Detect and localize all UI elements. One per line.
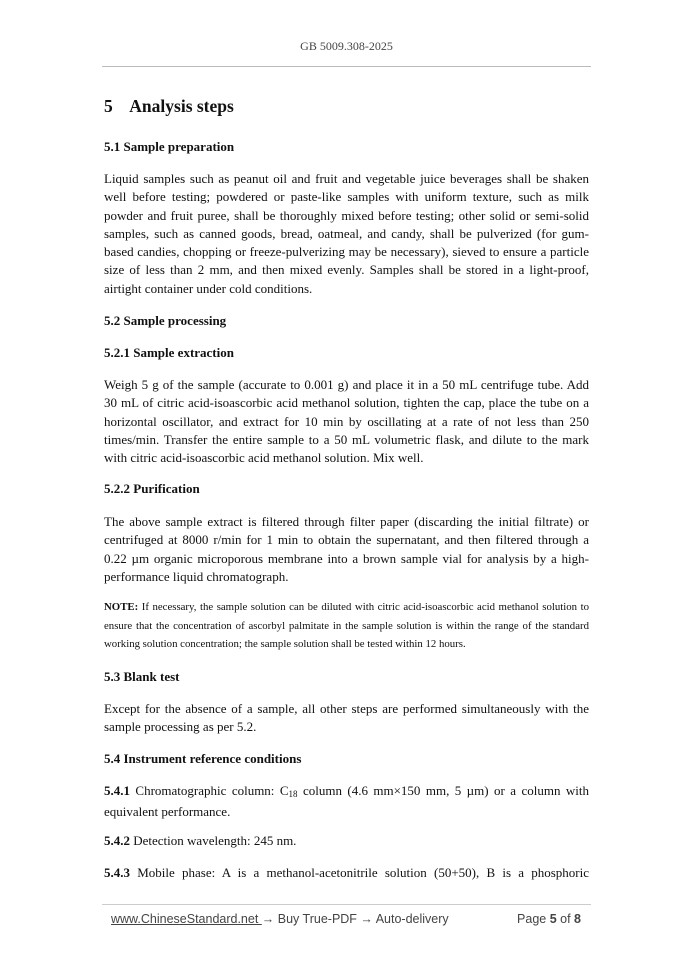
section-title: 5 Analysis steps [104, 96, 234, 116]
heading-5-1: 5.1 Sample preparation [104, 139, 235, 154]
footer-tagline: → Buy True-PDF → Auto-delivery [261, 912, 449, 926]
heading-5-2-1: 5.2.1 Sample extraction [104, 345, 234, 360]
total-pages: 8 [574, 912, 581, 926]
paragraph-5-4-1 [104, 782, 589, 822]
header-rule [102, 66, 591, 67]
footer [111, 912, 581, 926]
heading-5-3: 5.3 Blank test [104, 669, 180, 684]
clause-text: Mobile phase: A is a methanol-acetonitrile solution (50+50), B is a phosphoric [130, 865, 589, 880]
website-link[interactable]: www.ChineseStandard.net [111, 912, 262, 926]
paragraph-5-3: Except for the absence of a sample, all other steps are performed simultaneously with the sample processing as per 5.2. [104, 701, 589, 735]
page-indicator [517, 912, 581, 926]
paragraph-5-1: Liquid samples such as peanut oil and fruit and vegetable juice beverages shall be shaken well before testing; powdered or paste-like samples with uniform texture, such as milk powder and fruit puree, shall be thoroughly mixed before testing; other solid or semi-solid samples, such as canned goods, bread, oatmeal, and candy, shall be pulverized (for gum-based candies, chopping or freeze-pulverizing may be necessary), sieved to ensure a particle size of less than 2 mm, and then mixed evenly. Samples shall be stored in a light-proof, airtight container under cold conditions. [104, 171, 589, 296]
footer-rule [102, 904, 591, 905]
clause-text: column (4.6 mm×150 mm, 5 µm) or a column with equivalent performance. [104, 783, 589, 820]
page-label: Page [517, 912, 550, 926]
heading-5-2-2: 5.2.2 Purification [104, 481, 200, 496]
paragraph-5-4-2 [104, 832, 589, 850]
clause-number: 5.4.1 [104, 783, 130, 798]
clause-number: 5.4.3 [104, 865, 130, 880]
heading-5-4: 5.4 Instrument reference conditions [104, 751, 302, 766]
clause-number: 5.4.2 [104, 833, 130, 848]
clause-text: Chromatographic column: C [130, 783, 289, 798]
paragraph-5-2-1: Weigh 5 g of the sample (accurate to 0.001 g) and place it in a 50 mL centrifuge tube. Add 30 mL of citric acid-isoascorbic acid methanol solution, tighten the cap, place the tube on a horizontal oscillator, and extract for 10 min by oscillating at a rate of not less than 250 times/min. Transfer the entire sample to a 50 mL volumetric flask, and dilute to the mark with citric acid-isoascorbic acid methanol solution. Mix well. [104, 377, 589, 465]
heading-5-2: 5.2 Sample processing [104, 313, 227, 328]
note-paragraph [104, 598, 589, 654]
document-header-id: GB 5009.308-2025 [300, 39, 393, 53]
note-label: NOTE: [104, 601, 139, 613]
note-text: If necessary, the sample solution can be diluted with citric acid-isoascorbic acid methanol solution to ensure that the concentration of ascorbyl palmitate in the sample solution is within the range of the standard working solution concentration; the sample solution shall be tested within 12 hours. [104, 601, 589, 650]
clause-text: Detection wavelength: 245 nm. [130, 833, 297, 848]
current-page: 5 [549, 912, 557, 926]
subscript: 18 [288, 789, 298, 799]
of-label: of [556, 912, 575, 926]
paragraph-5-2-2: The above sample extract is filtered through filter paper (discarding the initial filtrate) or centrifuged at 8000 r/min for 1 min to obtain the supernatant, and then filtered through a 0.22 µm organic microporous membrane into a brown sample vial for analysis by a high-performance liquid chromatograph. [104, 514, 589, 584]
paragraph-5-4-3 [104, 864, 589, 882]
